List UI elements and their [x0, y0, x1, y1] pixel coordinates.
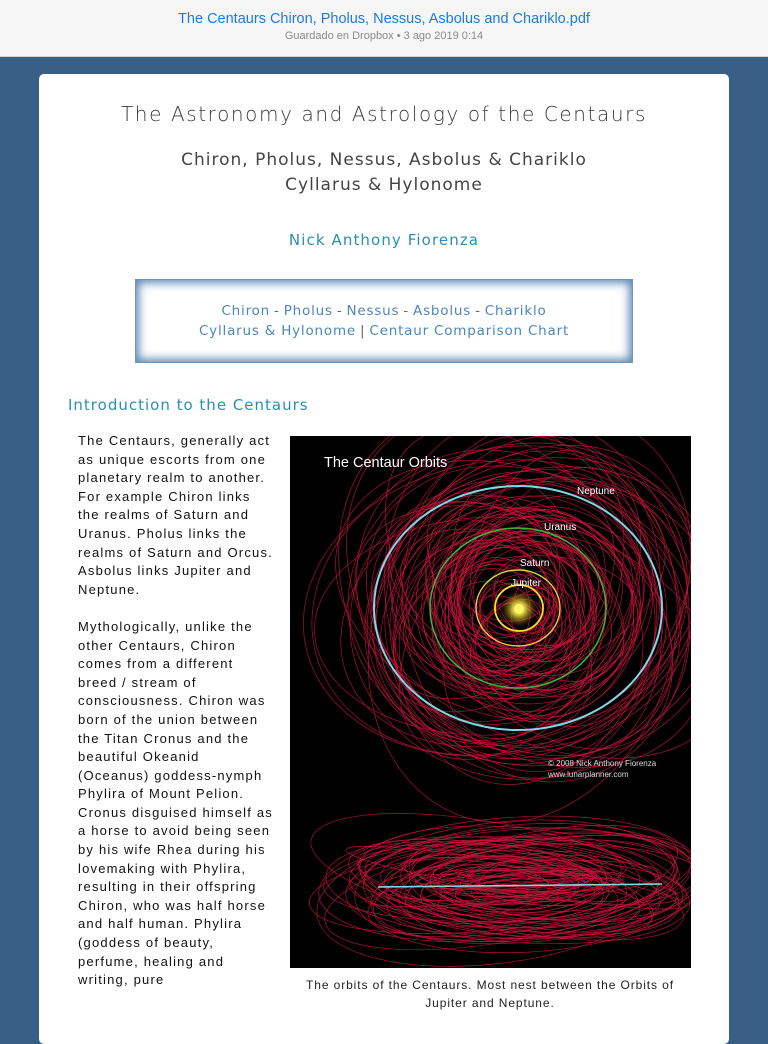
nav-separator: - [336, 303, 343, 319]
figure-title: The Centaur Orbits [324, 455, 448, 471]
author-link[interactable]: Nick Anthony Fiorenza [288, 231, 480, 249]
pdf-page [39, 74, 729, 1044]
label-uranus: Uranus [544, 522, 577, 533]
nav-link-comparison-chart[interactable]: Centaur Comparison Chart [369, 323, 570, 339]
orbit-diagram [290, 436, 691, 968]
nav-separator: - [403, 303, 410, 319]
file-save-status: Guardado en Dropbox • 3 ago 2019 0:14 [284, 30, 484, 42]
nav-separator: - [475, 303, 481, 319]
document-title: The Astronomy and Astrology of the Centaurs [120, 102, 648, 126]
label-saturn: Saturn [520, 558, 550, 569]
label-neptune: Neptune [577, 486, 615, 497]
nav-row-2 [136, 321, 632, 341]
centaur-nav-box [135, 279, 633, 363]
nav-link-asbolus[interactable]: Asbolus [413, 303, 472, 319]
nav-link-pholus[interactable]: Pholus [283, 303, 333, 319]
nav-link-nessus[interactable]: Nessus [346, 303, 400, 319]
viewer-header [0, 0, 768, 57]
centaur-orbits-figure [290, 436, 691, 968]
figure-copyright: © 2008 Nick Anthony Fiorenza [548, 759, 657, 768]
sun [514, 604, 524, 614]
subtitle-line-2: Cyllarus & Hylonome [285, 175, 483, 195]
figure-caption: The orbits of the Centaurs. Most nest between the Orbits of Jupiter and Neptune. [306, 978, 674, 1010]
centaur-orbits-top-view [290, 436, 691, 864]
nav-row-1 [136, 301, 632, 321]
label-jupiter: Jupiter [511, 578, 542, 589]
document-subtitle [39, 148, 729, 198]
intro-paragraph-1: The Centaurs, generally act as unique escorts from one planetary realm to another. For example Chiron links the realms of Saturn and Uranus. Pholus links the realms of Saturn and Orcus. Asbolus links Jupiter and Neptune. [78, 433, 273, 597]
nav-link-cyllarus-hylonome[interactable]: Cyllarus & Hylonome [198, 323, 357, 339]
nav-separator: - [274, 303, 280, 319]
file-title[interactable]: The Centaurs Chiron, Pholus, Nessus, Asbolus and Chariklo.pdf [178, 11, 590, 27]
nav-link-chiron[interactable]: Chiron [221, 303, 271, 319]
nav-separator: | [360, 323, 366, 339]
intro-paragraph-2: Mythologically, unlike the other Centaurs, Chiron comes from a different breed / stream of consciousness. Chiron was born of the union between the Titan Cronus and the beautiful Okeanid (Oceanus) goddess-nymph Phylira of Mount Pelion. Cronus disguised himself as a horse to avoid being seen by his wife Rhea during his lovemaking with Phylira, resulting in their offspring Chiron, who was half horse and half human. Phylira (goddess of beauty, perfume, healing and writing, pure [78, 618, 273, 988]
figure-website: www.lunarplanner.com [548, 770, 629, 779]
intro-text-column [78, 432, 273, 1008]
subtitle-line-1: Chiron, Pholus, Nessus, Asbolus & Chariklo [181, 150, 587, 170]
nav-link-chariklo[interactable]: Chariklo [484, 303, 547, 319]
section-heading-introduction: Introduction to the Centaurs [68, 396, 309, 414]
centaur-orbits-side-view [302, 790, 691, 968]
